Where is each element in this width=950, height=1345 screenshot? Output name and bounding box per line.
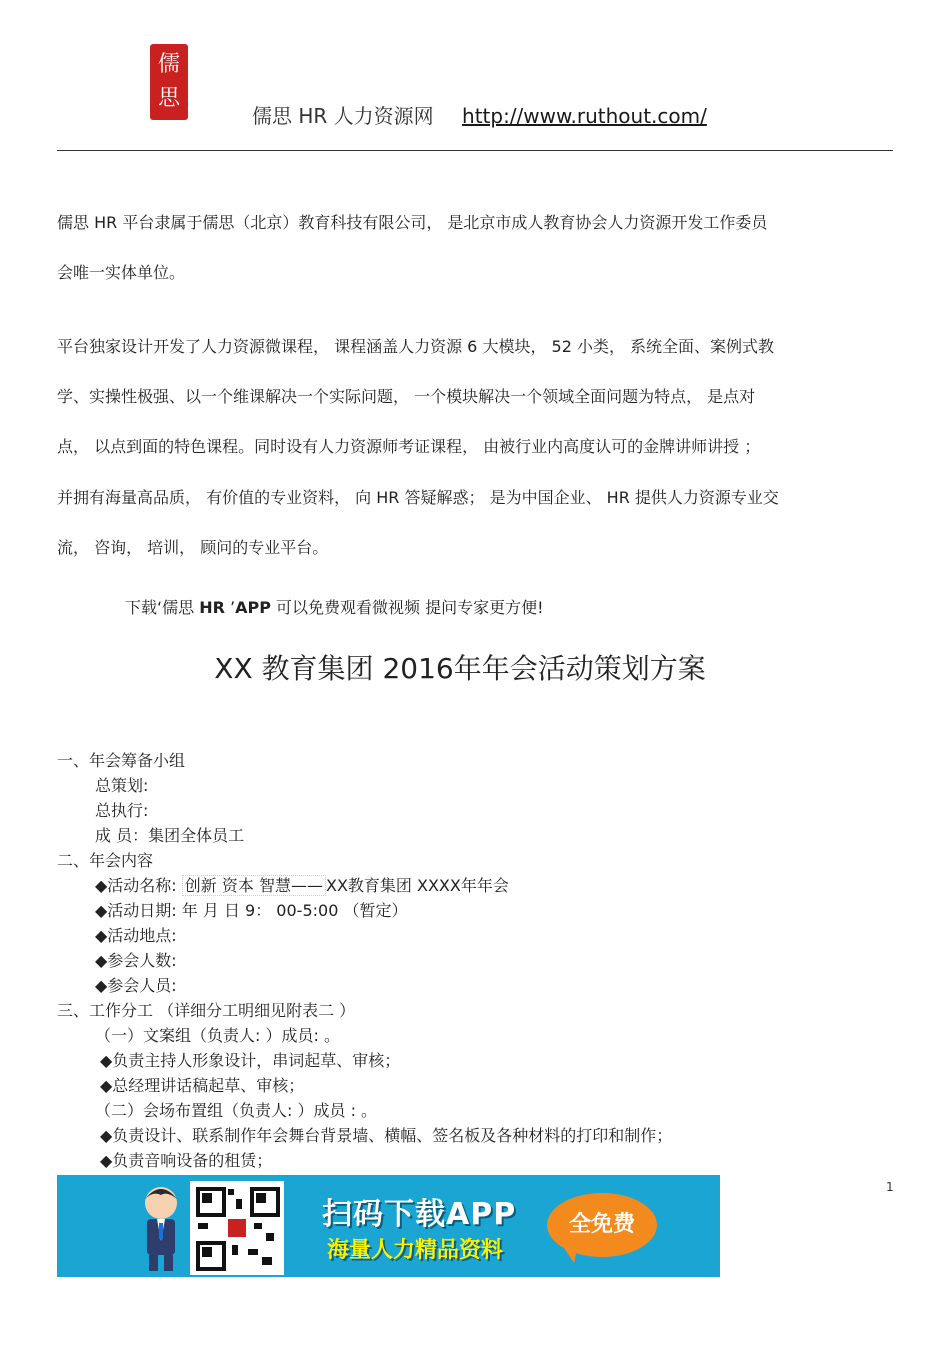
- logo-glyph-2: 思: [157, 86, 180, 111]
- intro-line-4: 学、实操性极强、以一个维课解决一个实际问题， 一个模块解决一个领域全面问题为特点， 是点对: [57, 387, 756, 406]
- venue-group: （二）会场布置组（负责人: ）成员 : 。: [95, 1101, 378, 1120]
- section-2-heading: 二、年会内容: [57, 851, 154, 870]
- header-divider: [57, 150, 893, 151]
- intro-line-6: 并拥有海量高品质， 有价值的专业资料， 向 HR 答疑解惑； 是为中国企业、 HR 提供人力资源专业交: [57, 488, 779, 507]
- section-3-heading: 三、工作分工 （详细分工明细见附表二 ）: [57, 1001, 356, 1020]
- free-badge: 全免费: [547, 1193, 657, 1257]
- activity-name-value: 创新 资本 智慧——: [182, 875, 326, 896]
- intro-line-5: 点， 以点到面的特色课程。同时设有人力资源师考证课程， 由被行业内高度认可的金牌讲师讲授 ；: [57, 437, 761, 456]
- section-1-heading: 一、年会筹备小组: [57, 751, 186, 770]
- venue-task-2: ◆负责音响设备的租赁；: [100, 1151, 273, 1170]
- section-1-members: 成 员：集团全体员工: [95, 826, 245, 845]
- download-note: [125, 595, 544, 618]
- download-prefix: 下载‘儒思: [125, 598, 200, 617]
- section-1-chief-planner: 总策划:: [95, 776, 149, 795]
- attendees: ◆参会人员:: [95, 976, 177, 995]
- venue-task-1: ◆负责设计、联系制作年会舞台背景墙、横幅、签名板及各种材料的打印和制作；: [100, 1126, 673, 1145]
- site-name: 儒思 HR 人力资源网: [252, 104, 434, 128]
- activity-name: [95, 873, 509, 896]
- logo-glyph-1: 儒: [157, 52, 180, 77]
- page-number: 1: [886, 1180, 894, 1194]
- qr-code-icon: [190, 1181, 284, 1275]
- intro-line-3: 平台独家设计开发了人力资源微课程， 课程涵盖人力资源 6 大模块， 52 小类， 系统全面、案例式教: [57, 337, 775, 356]
- attendee-count: ◆参会人数:: [95, 951, 177, 970]
- activity-name-label: ◆活动名称:: [95, 876, 182, 895]
- banner-subline: 海量人力精品资料: [327, 1238, 504, 1263]
- copywriting-group: （一）文案组（负责人: ）成员: 。: [95, 1026, 340, 1045]
- app-download-banner[interactable]: [57, 1175, 720, 1277]
- intro-line-7: 流， 咨询， 培训， 顾问的专业平台。: [57, 538, 329, 557]
- section-1-chief-executive: 总执行:: [95, 801, 149, 820]
- banner-headline: 扫码下载APP: [322, 1197, 517, 1232]
- activity-name-tail: XX教育集团 XXXX年年会: [325, 876, 509, 895]
- site-url-link[interactable]: http://www.ruthout.com/: [462, 104, 707, 128]
- intro-line-2: 会唯一实体单位。: [57, 263, 186, 282]
- intro-line-1: 儒思 HR 平台隶属于儒思（北京）教育科技有限公司， 是北京市成人教育协会人力资源开发工作委员: [57, 213, 768, 232]
- cartoon-man-icon: [137, 1183, 185, 1273]
- header: [252, 100, 771, 129]
- download-app: APP: [235, 598, 271, 617]
- ruthout-logo: [150, 44, 188, 120]
- activity-date: ◆活动日期: 年 月 日 9： 00-5:00 （暂定）: [95, 901, 408, 920]
- download-suffix: 可以免费观看微视频 提问专家更方便!: [270, 598, 544, 617]
- download-hr: HR: [199, 598, 225, 617]
- copywriting-task-2: ◆总经理讲话稿起草、审核；: [100, 1076, 305, 1095]
- activity-location: ◆活动地点:: [95, 926, 177, 945]
- document-title: XX 教育集团 2016年年会活动策划方案: [214, 652, 706, 685]
- download-quote: ’: [224, 598, 236, 617]
- copywriting-task-1: ◆负责主持人形象设计，串词起草、审核；: [100, 1051, 401, 1070]
